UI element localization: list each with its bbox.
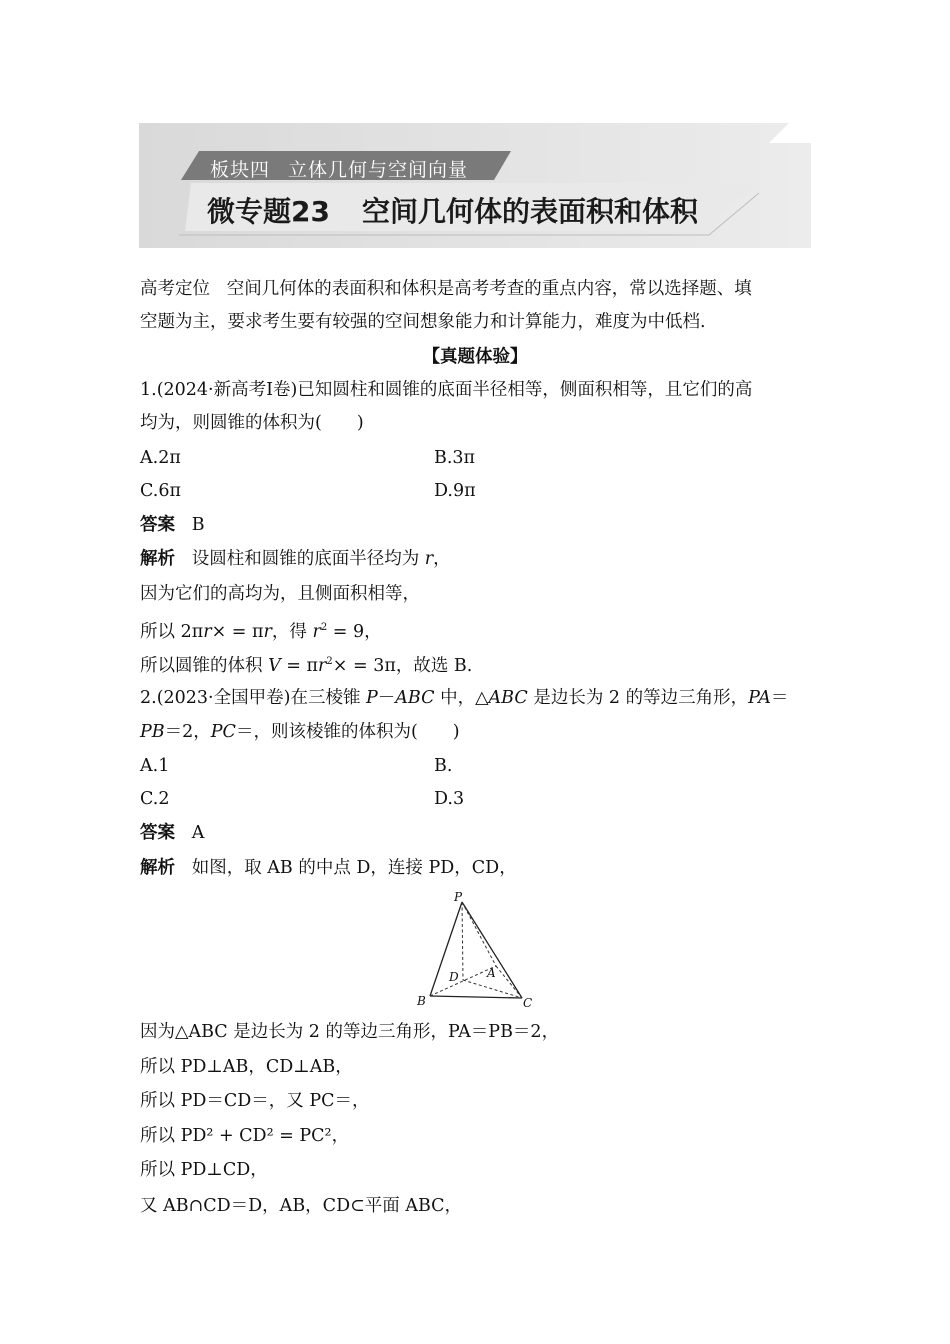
edge-ac [496,966,522,998]
label-a: A [487,966,496,980]
block-label-text: 板块四 [210,159,271,181]
q2-step-3: 所以 PD＝CD＝，又 PC＝， [140,1091,370,1111]
q1-analysis-3: 所以 2πr× = πr，得 $r^2 = 9$， [140,621,382,642]
label-b: B [417,994,426,1008]
q2-option-c: C.2 [140,789,170,809]
q2-line-1: 2.(2023·全国甲卷)在三棱锥 P－ABC 中，△ABC 是边长为 2 的等边三角形，PA＝ [140,688,789,708]
q1-analysis-4: 所以圆锥的体积 $V = \pi r^2\times = 3\pi$，故选 B. [140,655,473,676]
q1-analysis-text-4: 所以圆锥的体积 [140,655,263,676]
q2-line-1-mid: 中，△ [434,688,489,708]
edge-pa [462,902,496,966]
q2-line-1-suffix: 是边长为 2 的等边三角形， [527,688,749,708]
q1-line-1: 1.(2024·新高考Ⅰ卷)已知圆柱和圆锥的底面半径相等，侧面积相等，且它们的高 [140,380,753,400]
page-title [207,190,698,230]
q2-option-a: A.1 [140,756,170,776]
q1-answer-label: 答案 [140,515,175,535]
q2-answer-label: 答案 [140,823,175,843]
intro-label: 高考定位 [140,279,210,299]
q1-answer [140,513,205,537]
q2-answer [140,821,204,845]
block-label [210,155,468,182]
q1-analysis-label: 解析 [140,549,175,569]
q2-line-1-prefix: 2.(2023·全国甲卷)在三棱锥 [140,688,367,708]
q2-analysis-intro [140,856,517,880]
label-c: C [523,996,533,1010]
q1-analysis-text-1: 设圆柱和圆锥的底面半径均为 [191,549,420,569]
edge-pd [462,902,463,980]
q2-answer-value: A [191,823,205,843]
intro-line-1 [140,277,752,301]
topic-number: 微专题23 [207,195,330,228]
q1-line-2: 均为，则圆锥的体积为( ) [140,413,364,433]
label-d: D [449,970,459,984]
q2-step-6: 又 AB∩CD＝D，AB，CD⊂平面 ABC， [140,1196,463,1216]
intro-line-2: 空题为主，要求考生要有较强的空间想象能力和计算能力，难度为中低档. [140,312,706,332]
q2-analysis-label: 解析 [140,858,175,878]
q1-option-c: C.6π [140,481,181,501]
edge-bc [430,996,522,998]
label-p: P [454,890,463,904]
q2-line-2-text: ＝2， [164,722,211,742]
section-title: 【真题体验】 [422,347,528,367]
q2-step-2: 所以 PD⊥AB，CD⊥AB， [140,1057,353,1077]
q1-answer-value: B [191,515,205,535]
tetrahedron-figure [410,890,540,1012]
q2-option-d: D.3 [434,789,465,809]
q2-step-4: 所以 PD² + CD² = PC²， [140,1126,350,1146]
edge-pc [462,902,522,998]
block-subtitle: 立体几何与空间向量 [288,159,469,181]
intro-text-1: 空间几何体的表面积和体积是高考考查的重点内容，常以选择题、填 [226,279,752,299]
q2-option-b: B. [434,756,453,776]
q1-analysis-2: 因为它们的高均为，且侧面积相等， [140,584,420,604]
q1-analysis-1: 解析 设圆柱和圆锥的底面半径均为 r， [140,549,451,569]
q1-analysis-text-3: 所以 2π [140,621,204,642]
topic-title: 空间几何体的表面积和体积 [361,195,698,228]
q2-analysis-intro-text: 如图，取 AB 的中点 D，连接 PD，CD， [191,858,517,878]
q2-step-5: 所以 PD⊥CD， [140,1160,268,1180]
q2-step-1: 因为△ABC 是边长为 2 的等边三角形，PA＝PB＝2， [140,1022,560,1042]
q1-option-b: B.3π [434,448,476,468]
q2-line-2-tail: ＝，则该棱锥的体积为( ) [235,722,460,742]
q1-option-d: D.9π [434,481,476,501]
q2-line-2: PB＝2，PC＝，则该棱锥的体积为( ) [140,722,460,742]
q1-option-a: A.2π [140,448,181,468]
